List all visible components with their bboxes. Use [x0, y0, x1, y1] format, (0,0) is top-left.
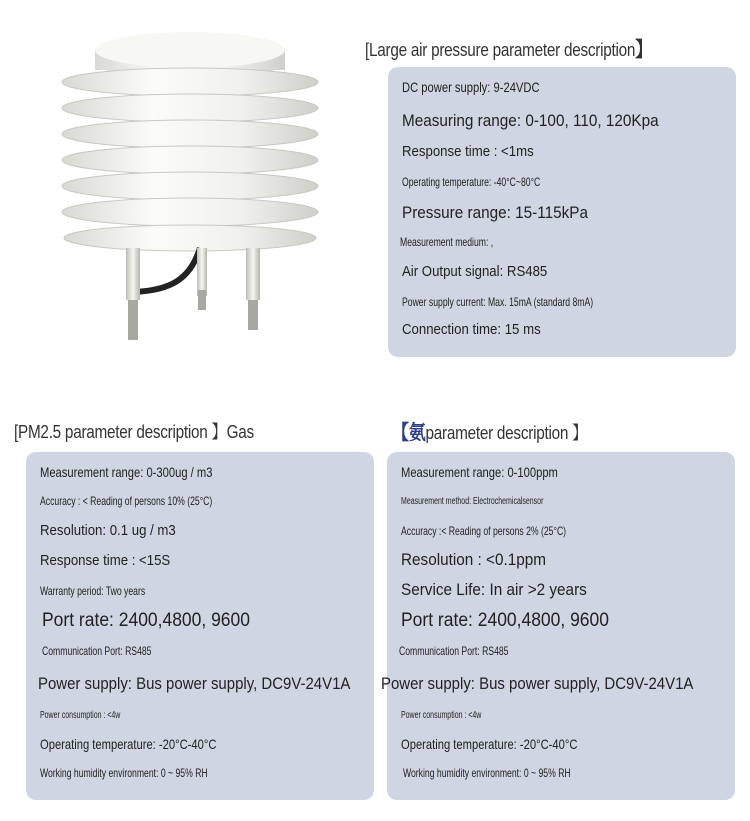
spec-line: Communication Port: RS485	[42, 644, 152, 658]
spec-line: Connection time: 15 ms	[402, 321, 541, 338]
spec-line: Port rate: 2400,4800, 9600	[401, 610, 609, 631]
spec-line: Power supply: Bus power supply, DC9V-24V1A	[38, 674, 351, 693]
spec-line: Measuring range: 0-100, 110, 120Kpa	[402, 111, 659, 130]
spec-line: Power supply current: Max. 15mA (standard 8mA)	[402, 295, 594, 309]
spec-line: Measurement range: 0-300ug / m3	[40, 464, 213, 480]
spec-line: Response time : <1ms	[402, 143, 534, 160]
spec-line: DC power supply: 9-24VDC	[402, 79, 540, 95]
spec-line: Power supply: Bus power supply, DC9V-24V1A	[381, 674, 694, 693]
spec-line: Working humidity environment: 0 ~ 95% RH	[40, 766, 208, 780]
ammonia-heading: 【氨parameter description 】	[392, 422, 588, 444]
spec-line: Measurement medium: ,	[400, 235, 494, 249]
spec-line: Response time : <15S	[40, 552, 171, 569]
sensor-shield-photo	[40, 20, 340, 350]
pressure-heading: [Large air pressure parameter description】	[365, 39, 652, 61]
spec-line: Resolution: 0.1 ug / m3	[40, 522, 176, 539]
spec-line: Accuracy :< Reading of persons 2% (25°C)	[401, 524, 567, 538]
spec-line: Measurement method: Electrochemicalsensor	[401, 496, 544, 507]
spec-line: Measurement range: 0-100ppm	[401, 464, 558, 480]
pm25-panel	[26, 452, 374, 800]
spec-line: Warranty period: Two years	[40, 584, 146, 598]
spec-line: Operating temperature: -20°C-40°C	[40, 736, 217, 752]
spec-line: Air Output signal: RS485	[402, 263, 548, 280]
spec-line: Operating temperature: -40°C~80°C	[402, 175, 541, 189]
spec-line: Working humidity environment: 0 ~ 95% RH	[403, 766, 571, 780]
spec-line: Operating temperature: -20°C-40°C	[401, 736, 578, 752]
spec-line: Power consumption : <4w	[40, 710, 121, 721]
ammonia-panel	[381, 452, 735, 800]
spec-line: Power consumption : <4w	[401, 710, 482, 721]
spec-line: Accuracy : < Reading of persons 10% (25°C)	[40, 494, 213, 508]
pressure-panel	[388, 67, 736, 357]
spec-line: Communication Port: RS485	[399, 644, 509, 658]
spec-line: Port rate: 2400,4800, 9600	[42, 610, 250, 631]
spec-line: Pressure range: 15-115kPa	[402, 203, 588, 222]
pm25-heading: [PM2.5 parameter description 】Gas	[14, 422, 254, 442]
spec-line: Service Life: In air >2 years	[401, 580, 587, 599]
spec-line: Resolution : <0.1ppm	[401, 550, 547, 569]
